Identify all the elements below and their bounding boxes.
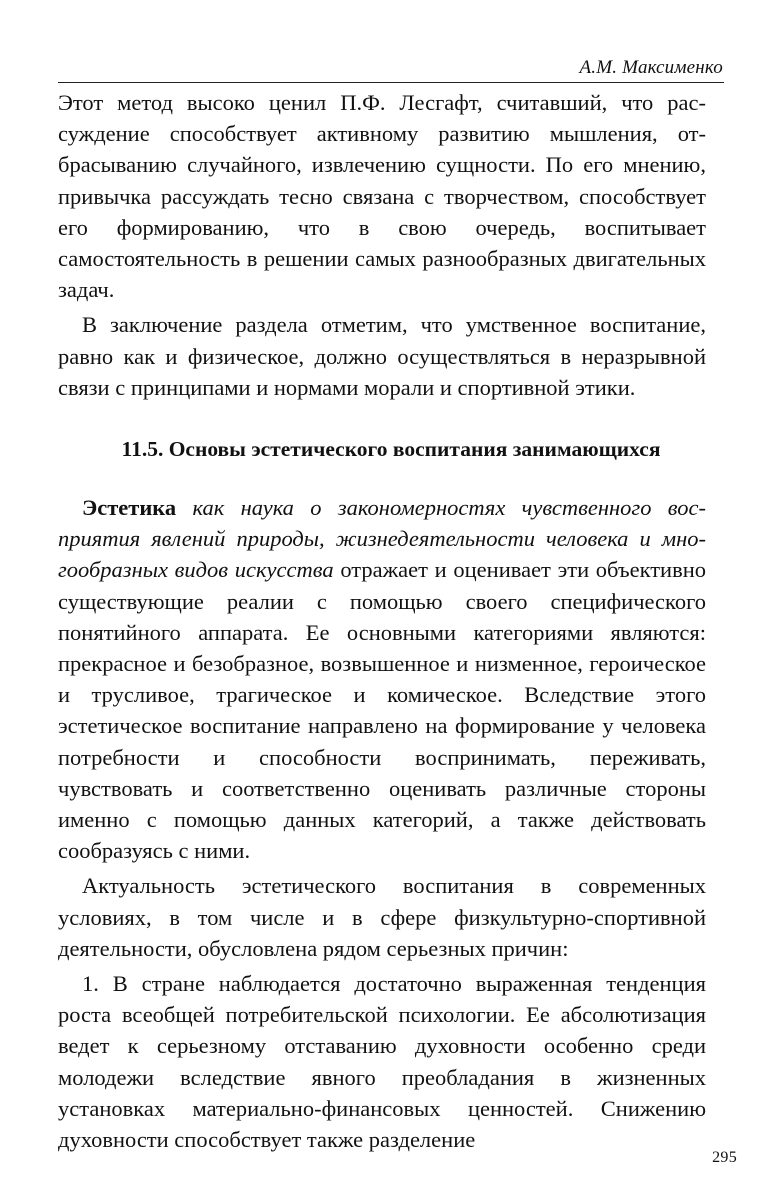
running-header-author: А.М. Максименко	[579, 57, 723, 78]
text-block-section	[58, 492, 706, 1155]
aesthetics-rest: отражает и оценивает эти объективно существующие реалии с помощью своего специфического понятийного аппарата. Ее основными категориями являются: прекрасное и безобразное, возвышенное и низменное, героическое и трусливое, трагическое и комическое. Вследствие этого эстетическое воспитание направлено на формирование у человека потребности и способности воспринимать, переживать, чувствовать и соответственно оценивать различные стороны именно с помощью данных категорий, а также действовать сообразуясь с ними.	[58, 557, 706, 864]
running-header	[0, 0, 765, 95]
header-rule	[58, 82, 724, 83]
paragraph-reason-1: 1. В стране наблюдается достаточно выраженная тенденция роста всеобщей потребительской психологии. Ее абсолютизация ведет к серьезному отставанию духовности особенно среди молодежи вследствие явного преобладания в жизненных установках материально-финансовых ценностей. Снижению духовности способствует также разделение	[58, 971, 706, 1153]
aesthetics-term: Эстетика	[82, 495, 177, 520]
aesthetics-definition: как наука о закономерностях чувственного восприятия явлений природы, жизнедеятельности человека и многообразных видов искусства	[58, 495, 706, 583]
page-number: 295	[712, 1149, 737, 1166]
paragraph-lesgaft: Этот метод высоко ценил П.Ф. Лесгафт, считавший, что рассуждение способствует активному развитию мышления, отбрасыванию случайного, извлечению сущности. По его мнению, привычка рассуждать тесно связана с творчеством, способствует его формированию, что в свою очередь, воспитывает самостоятельность в решении самых разнообразных двигательных задач.	[58, 90, 706, 303]
paragraph-conclusion: В заключение раздела отметим, что умственное воспитание, равно как и физическое, должно осуществляться в неразрывной связи с принципами и нормами морали и спортивной этики.	[58, 312, 706, 400]
text-block-top	[58, 87, 706, 403]
paragraph-relevance: Актуальность эстетического воспитания в современных условиях, в том числе и в сфере физкультурно-спортивной деятельности, обусловлена рядом серьезных причин:	[58, 873, 706, 961]
section-heading: 11.5. Основы эстетического воспитания занимающихся	[121, 437, 661, 461]
paragraph-aesthetics	[58, 492, 706, 866]
